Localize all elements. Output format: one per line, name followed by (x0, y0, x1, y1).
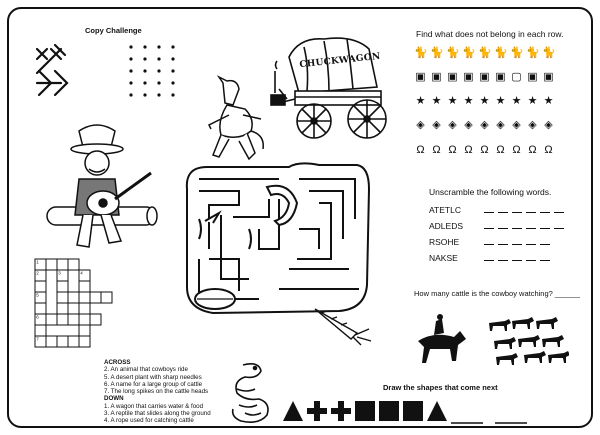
answer-blanks[interactable] (484, 238, 550, 245)
crossword-cell (46, 259, 57, 270)
scrambled-word: RSOHE (429, 237, 460, 247)
chuckwagon-illustration (259, 27, 394, 142)
cat-item[interactable]: 🐈 (526, 47, 540, 59)
cow-silhouette (542, 335, 564, 347)
square-item[interactable]: ▣ (431, 71, 442, 83)
crossword-cell (46, 314, 57, 325)
diamond-item[interactable]: ◈ (528, 119, 537, 131)
copy-challenge-title: Copy Challenge (85, 26, 142, 35)
horseshoe-item[interactable]: Ω (432, 144, 441, 156)
crossword-cell (68, 314, 79, 325)
answer-blanks[interactable] (484, 206, 564, 213)
chuckwagon-label: CHUCKWAGON (298, 51, 382, 71)
down-clue: 1. A wagon that carries water & food (104, 402, 204, 410)
star-item[interactable]: ★ (415, 95, 426, 107)
cowboy-guitar-illustration (39, 119, 159, 259)
crossword-cell (57, 314, 68, 325)
unscramble-title: Unscramble the following words. (429, 187, 552, 197)
crossword-cell (79, 292, 90, 303)
cat-item[interactable]: 🐈 (510, 47, 524, 59)
cat-item[interactable]: 🐈 (494, 47, 508, 59)
square-item[interactable]: ▣ (479, 71, 490, 83)
crossword-cell (57, 292, 68, 303)
grid-dot (157, 93, 160, 96)
square-shape (355, 401, 375, 421)
grid-dot (143, 45, 146, 48)
cat-item[interactable]: 🐈 (430, 47, 444, 59)
horseshoe-item[interactable]: Ω (496, 144, 505, 156)
cattle-silhouettes (414, 311, 569, 371)
scrambled-word: ADLEDS (429, 221, 464, 231)
scrambled-word-row (429, 221, 564, 231)
odd-row-cats (414, 47, 555, 59)
square-item[interactable]: ▣ (543, 71, 554, 83)
crossword-number: 7 (36, 336, 39, 342)
horseshoe-item[interactable]: Ω (416, 144, 425, 156)
triangle-shape (427, 401, 447, 421)
star-item[interactable]: ★ (463, 95, 474, 107)
triangle-shape (283, 401, 303, 421)
horse-illustration (199, 75, 269, 170)
square-item[interactable]: ▣ (495, 71, 506, 83)
cattle-question: How many cattle is the cowboy watching? ______ (414, 289, 580, 298)
star-item[interactable]: ★ (495, 95, 506, 107)
diamond-item[interactable]: ◈ (544, 119, 553, 131)
cow-silhouette (512, 317, 534, 329)
grid-dot (171, 81, 174, 84)
crossword-number: 3 (58, 270, 61, 276)
cow-silhouette (536, 317, 558, 329)
crossword-cell (68, 259, 79, 270)
down-title: DOWN (104, 395, 124, 403)
horseshoe-item[interactable]: Ω (544, 144, 553, 156)
crossword-number: 4 (80, 270, 83, 276)
crossword-cell (79, 336, 90, 347)
crossword-cell (79, 303, 90, 314)
activity-placemat (7, 7, 593, 428)
crossword-number: 1 (36, 259, 39, 265)
scrambled-word: NAKSE (429, 253, 458, 263)
diamond-item[interactable]: ◈ (416, 119, 425, 131)
grid-dot (129, 93, 132, 96)
odd-row-stars (414, 95, 555, 107)
square-item[interactable]: ▣ (463, 71, 474, 83)
cross-shape (307, 401, 327, 421)
across-title: ACROSS (104, 359, 131, 366)
star-item[interactable]: ★ (447, 95, 458, 107)
star-item[interactable]: ★ (511, 95, 522, 107)
crossword-cell (35, 325, 46, 336)
odd-one-out-title: Find what does not belong in each row. (416, 29, 564, 39)
grid-dot (129, 45, 132, 48)
cow-silhouette (524, 351, 546, 363)
grid-dot (171, 57, 174, 60)
cat-item[interactable]: 🐈 (542, 47, 556, 59)
carrot-illustration (309, 301, 374, 346)
crossword-cell (57, 259, 68, 270)
crossword-cell (79, 281, 90, 292)
across-clue: 5. A desert plant with sharp needles (104, 373, 202, 381)
crossword-cell (90, 292, 101, 303)
square-item[interactable]: ▣ (415, 71, 426, 83)
star-item[interactable]: ★ (479, 95, 490, 107)
square-item[interactable]: ▣ (447, 71, 458, 83)
cat-item[interactable]: 🐈 (478, 47, 492, 59)
grid-dot (157, 57, 160, 60)
cat-item[interactable]: 🐈 (446, 47, 460, 59)
answer-blanks[interactable] (484, 222, 564, 229)
crossword-cell (79, 325, 90, 336)
square-shape (379, 401, 399, 421)
grid-dot (143, 69, 146, 72)
crossword-clues (104, 359, 211, 425)
cross-shape (331, 401, 351, 421)
crossword-number: 2 (36, 270, 39, 276)
horseshoe-item[interactable]: Ω (480, 144, 489, 156)
cat-item[interactable]: 🐈 (462, 47, 476, 59)
crossword-cell (101, 292, 112, 303)
grid-dot (171, 93, 174, 96)
cat-item[interactable]: 🐈 (414, 47, 428, 59)
star-item[interactable]: ★ (527, 95, 538, 107)
crossword-cell (79, 314, 90, 325)
crossword-cell (35, 303, 46, 314)
grid-dot (157, 81, 160, 84)
odd-row-horseshoes (414, 144, 555, 156)
crossword-number: 5 (36, 292, 39, 298)
diamond-item[interactable]: ◈ (496, 119, 505, 131)
scrambled-word: ATETLC (429, 205, 461, 215)
grid-dot (157, 45, 160, 48)
diamond-item[interactable]: ◈ (480, 119, 489, 131)
shape-sequence[interactable] (281, 395, 566, 425)
cow-silhouette (548, 351, 569, 363)
crossword-cell (35, 281, 46, 292)
odd-row-squares (414, 71, 555, 83)
square-item[interactable]: ▢ (511, 71, 522, 83)
crossword-grid[interactable] (27, 257, 172, 357)
shapes-title: Draw the shapes that come next (383, 383, 498, 392)
diamond-item[interactable]: ◈ (432, 119, 441, 131)
crossword-cell (57, 303, 68, 314)
crossword-cell (57, 281, 68, 292)
grid-dot (171, 45, 174, 48)
grid-dot (143, 81, 146, 84)
cow-silhouette (494, 337, 516, 349)
grid-dot (129, 69, 132, 72)
square-shape (403, 401, 423, 421)
square-item[interactable]: ▣ (527, 71, 538, 83)
horseshoe-item[interactable]: Ω (528, 144, 537, 156)
answer-blanks[interactable] (484, 254, 550, 261)
grid-dot (171, 69, 174, 72)
scrambled-word-row (429, 205, 564, 215)
maze-puzzle (179, 159, 374, 324)
crossword-number: 6 (36, 314, 39, 320)
grid-dot (157, 69, 160, 72)
grid-dot (143, 93, 146, 96)
star-item[interactable]: ★ (543, 95, 554, 107)
crossword-cell (46, 336, 57, 347)
across-clue: 7. The long spikes on the cattle heads (104, 388, 209, 396)
copy-challenge-grid (31, 39, 191, 101)
diamond-item[interactable]: ◈ (464, 119, 473, 131)
across-clue: 2. An animal that cowboys ride (104, 366, 188, 374)
horseshoe-item[interactable]: Ω (464, 144, 473, 156)
snake-illustration (225, 359, 275, 428)
across-clue: 6. A name for a large group of cattle (104, 380, 203, 388)
crossword-cell (90, 314, 101, 325)
grid-dot (129, 81, 132, 84)
diamond-item[interactable]: ◈ (448, 119, 457, 131)
grid-dot (129, 57, 132, 60)
horseshoe-item[interactable]: Ω (512, 144, 521, 156)
down-clue: 3. A reptile that slides along the ground (104, 410, 211, 418)
grid-dot (143, 57, 146, 60)
crossword-cell (68, 336, 79, 347)
cow-silhouette (489, 319, 511, 331)
star-item[interactable]: ★ (431, 95, 442, 107)
cow-silhouette (496, 353, 518, 365)
crossword-cell (68, 292, 79, 303)
cow-silhouette (518, 335, 540, 347)
horseshoe-item[interactable]: Ω (448, 144, 457, 156)
scrambled-word-row (429, 237, 550, 247)
diamond-item[interactable]: ◈ (512, 119, 521, 131)
odd-row-diamonds (414, 119, 555, 131)
scrambled-word-row (429, 253, 550, 263)
crossword-cell (57, 336, 68, 347)
down-clue: 4. A rope used for catching cattle (104, 417, 194, 425)
